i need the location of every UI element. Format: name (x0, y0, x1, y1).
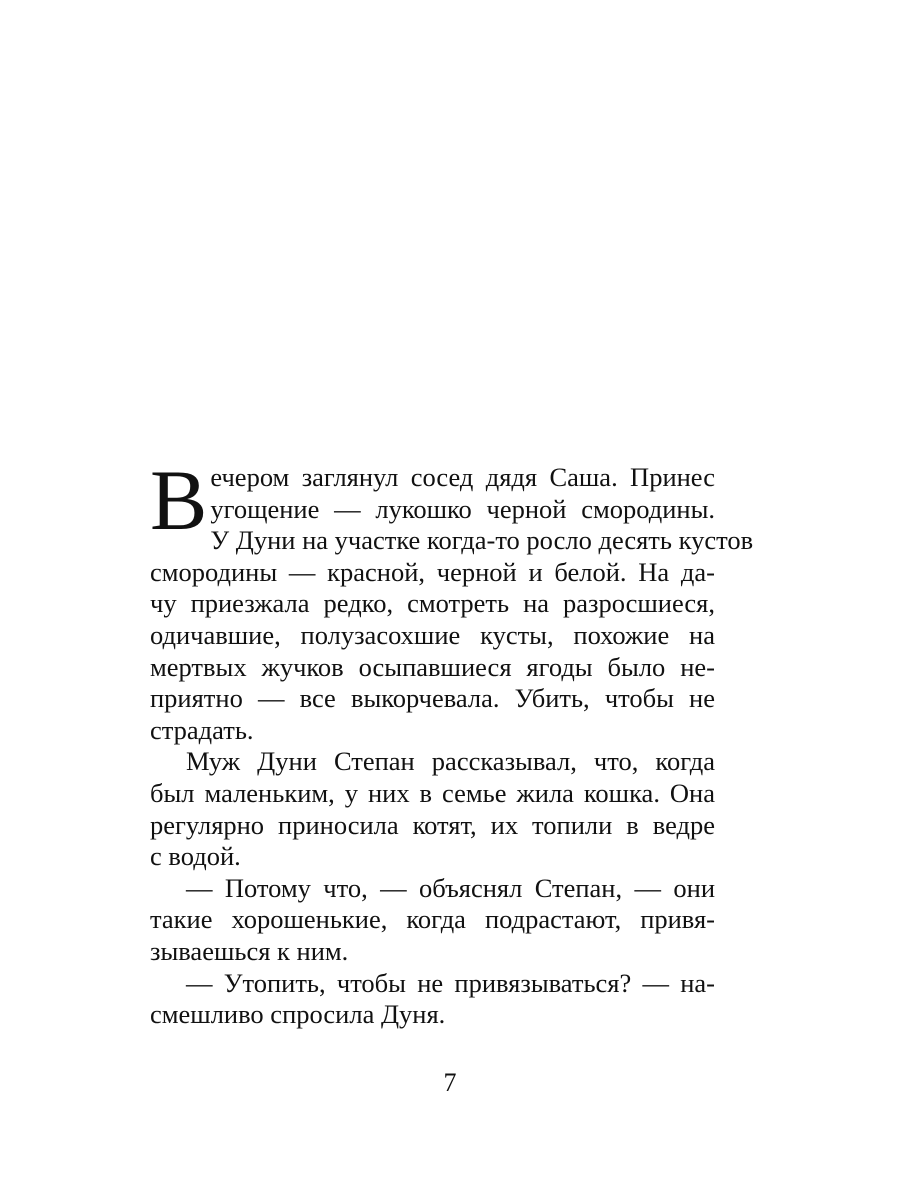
paragraph-4 (150, 968, 715, 1031)
text-line: ечером заглянул сосед дядя Саша. Принес (210, 462, 715, 492)
text-line: с водой. (150, 841, 241, 872)
text-line: смородины — красной, черной и белой. На да- (150, 556, 715, 587)
text-line: приятно — все выкорчевала. Убить, чтобы не (150, 683, 715, 714)
paragraph-1 (150, 452, 754, 746)
text-line: Муж Дуни Степан рассказывал, что, когда (186, 746, 715, 777)
text-line: смешливо спросила Дуня. (150, 999, 446, 1030)
page-number: 7 (443, 1068, 457, 1097)
text-line: регулярно приносила котят, их топили в ведре (150, 809, 715, 840)
text-line: был маленьким, у них в семье жила кошка. Она (150, 777, 715, 808)
text-line: одичавшие, полузасохшие кусты, похожие на (150, 619, 715, 650)
text-line: зываешься к ним. (150, 935, 349, 966)
text-line: мертвых жучков осыпавшиеся ягоды было не- (150, 651, 715, 682)
text-line: У Дуни на участке когда-то росло десять кустов (210, 525, 754, 556)
text-line: — Потому что, — объяснял Степан, — они (186, 872, 715, 903)
paragraph-3 (150, 873, 715, 968)
text-line: чу приезжала редко, смотреть на разросшиеся, (150, 588, 715, 619)
text-line: угощение — лукошко черной смородины. (210, 493, 715, 524)
text-line: — Утопить, чтобы не привязываться? — на- (186, 967, 715, 998)
text-line: такие хорошенькие, когда подрастают, привя- (150, 904, 715, 935)
paragraph-2 (150, 746, 715, 872)
text-line: страдать. (150, 714, 254, 745)
drop-cap-letter: В (150, 452, 208, 548)
body-text (150, 452, 754, 1031)
